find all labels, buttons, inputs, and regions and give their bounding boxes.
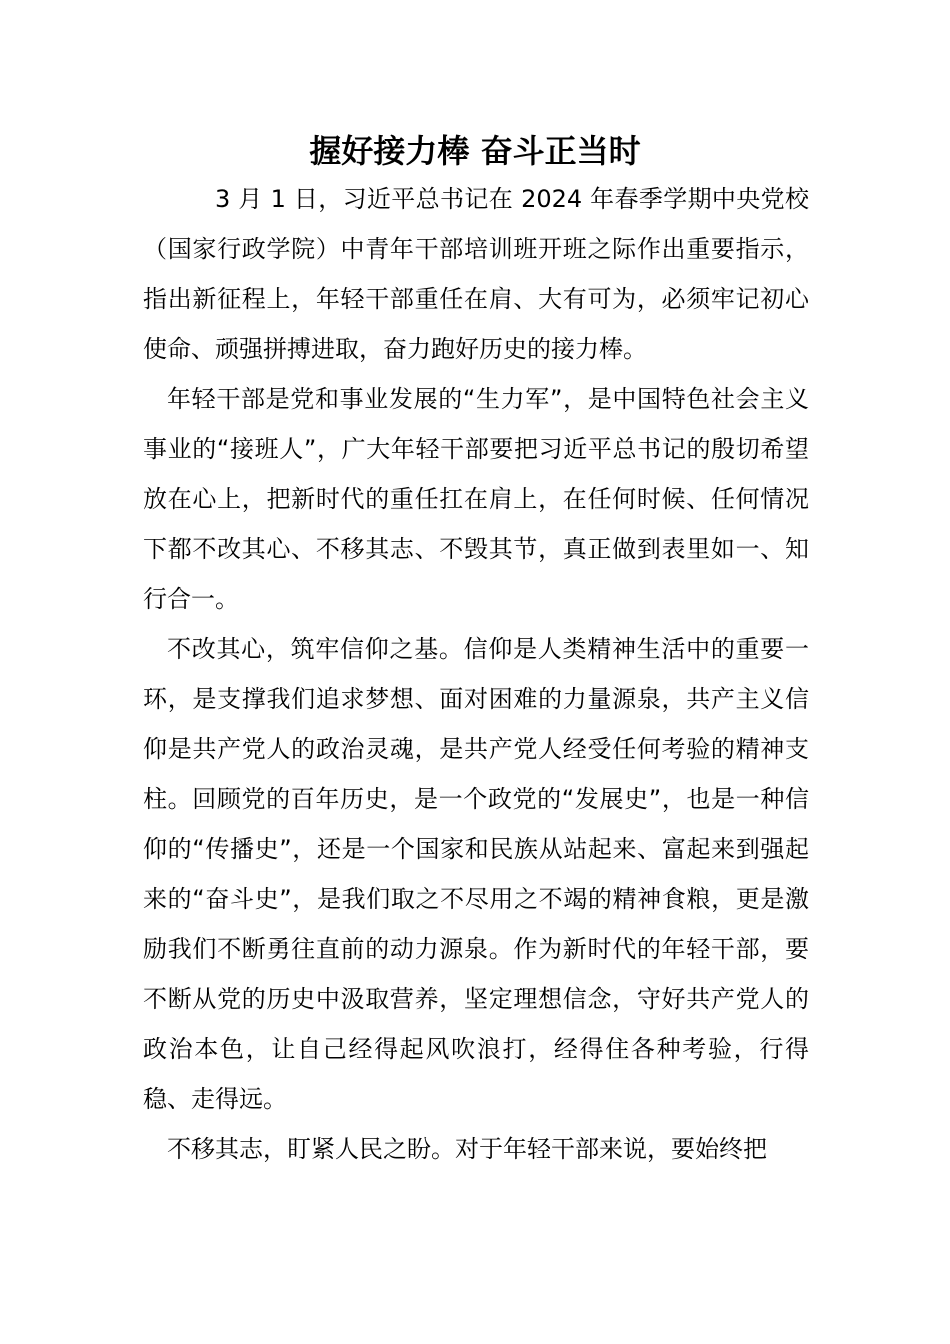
- paragraph-people: 不移其志，盯紧人民之盼。对于年轻干部来说，要始终把: [167, 1135, 767, 1163]
- document-body: [143, 174, 809, 1174]
- document-title: 握好接力棒 奋斗正当时: [309, 132, 641, 170]
- paragraph-faith: 不改其心，筑牢信仰之基。信仰是人类精神生活中的重要一环，是支撑我们追求梦想、面对困难的力量源泉，共产主义信仰是共产党人的政治灵魂，是共产党人经受任何考验的精神支柱。回顾党的百年历史，是一个政党的“发展史”，也是一种信仰的“传播史”，还是一个国家和民族从站起来、富起来到强起来的“奋斗史”，是我们取之不尽用之不竭的精神食粮，更是激励我们不断勇往直前的动力源泉。作为新时代的年轻干部，要不断从党的历史中汲取营养，坚定理想信念，守好共产党人的政治本色，让自己经得起风吹浪打，经得住各种考验，行得稳、走得远。: [143, 635, 809, 1113]
- paragraph-young-cadres: 年轻干部是党和事业发展的“生力军”，是中国特色社会主义事业的“接班人”，广大年轻干部要把习近平总书记的殷切希望放在心上，把新时代的重任扛在肩上，在任何时候、任何情况下都不改其心、不移其志、不毁其节，真正做到表里如一、知行合一。: [143, 385, 809, 613]
- paragraph-intro: 3 月 1 日，习近平总书记在 2024 年春季学期中央党校（国家行政学院）中青年干部培训班开班之际作出重要指示，指出新征程上，年轻干部重任在肩、大有可为，必须牢记初心使命、顽强拼搏进取，奋力跑好历史的接力棒。: [143, 185, 809, 363]
